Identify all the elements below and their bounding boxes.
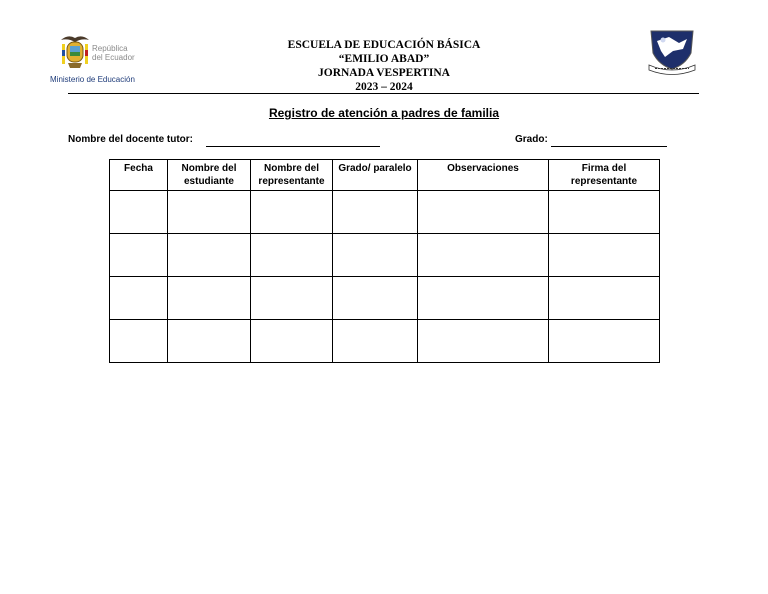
- column-header-representative-signature: Firma del representante: [549, 160, 660, 191]
- table-cell[interactable]: [549, 191, 660, 234]
- school-type: ESCUELA DE EDUCACIÓN BÁSICA: [287, 39, 481, 51]
- teacher-name-field[interactable]: [206, 146, 380, 147]
- table-cell[interactable]: [110, 320, 168, 363]
- attendance-register-table: [109, 159, 660, 363]
- table-row: [110, 234, 660, 277]
- table-cell[interactable]: [333, 234, 418, 277]
- table-cell[interactable]: [168, 191, 251, 234]
- table-cell[interactable]: [251, 191, 333, 234]
- table-cell[interactable]: [418, 191, 549, 234]
- table-cell[interactable]: [549, 277, 660, 320]
- country-line-2: del Ecuador: [92, 53, 135, 62]
- table-header-row: [110, 160, 660, 191]
- school-shield-crest-icon: [645, 27, 699, 75]
- table-cell[interactable]: [168, 234, 251, 277]
- school-header: [234, 38, 534, 94]
- column-header-observations: Observaciones: [418, 160, 549, 191]
- header-divider: [68, 93, 699, 94]
- school-name: “EMILIO ABAD”: [338, 53, 430, 65]
- ministry-name: Ministerio de Educación: [50, 75, 135, 84]
- school-year: 2023 – 2024: [355, 81, 413, 93]
- table-cell[interactable]: [549, 234, 660, 277]
- document-title: Registro de atención a padres de familia: [268, 106, 500, 120]
- table-cell[interactable]: [333, 191, 418, 234]
- country-name: [92, 44, 135, 62]
- table-cell[interactable]: [110, 234, 168, 277]
- table-cell[interactable]: [418, 277, 549, 320]
- grade-field[interactable]: [551, 146, 667, 147]
- table-cell[interactable]: [418, 234, 549, 277]
- table-row: [110, 191, 660, 234]
- column-header-representative-name: Nombre del representante: [251, 160, 333, 191]
- country-line-1: República: [92, 44, 128, 53]
- teacher-label: Nombre del docente tutor:: [68, 134, 194, 145]
- table-cell[interactable]: [251, 277, 333, 320]
- table-cell[interactable]: [418, 320, 549, 363]
- ministry-logo: [50, 30, 146, 88]
- table-cell[interactable]: [251, 234, 333, 277]
- column-header-date: Fecha: [110, 160, 168, 191]
- table-row: [110, 320, 660, 363]
- table-cell[interactable]: [110, 277, 168, 320]
- school-shift: JORNADA VESPERTINA: [318, 67, 450, 79]
- column-header-student-name: Nombre del estudiante: [168, 160, 251, 191]
- grade-label: Grado:: [515, 134, 548, 145]
- table-cell[interactable]: [333, 320, 418, 363]
- table-cell[interactable]: [333, 277, 418, 320]
- table-cell[interactable]: [549, 320, 660, 363]
- ecuador-coat-of-arms-icon: [58, 32, 92, 72]
- table-cell[interactable]: [168, 277, 251, 320]
- table-cell[interactable]: [251, 320, 333, 363]
- table-row: [110, 277, 660, 320]
- table-cell[interactable]: [168, 320, 251, 363]
- table-cell[interactable]: [110, 191, 168, 234]
- column-header-grade-section: Grado/ paralelo: [333, 160, 418, 191]
